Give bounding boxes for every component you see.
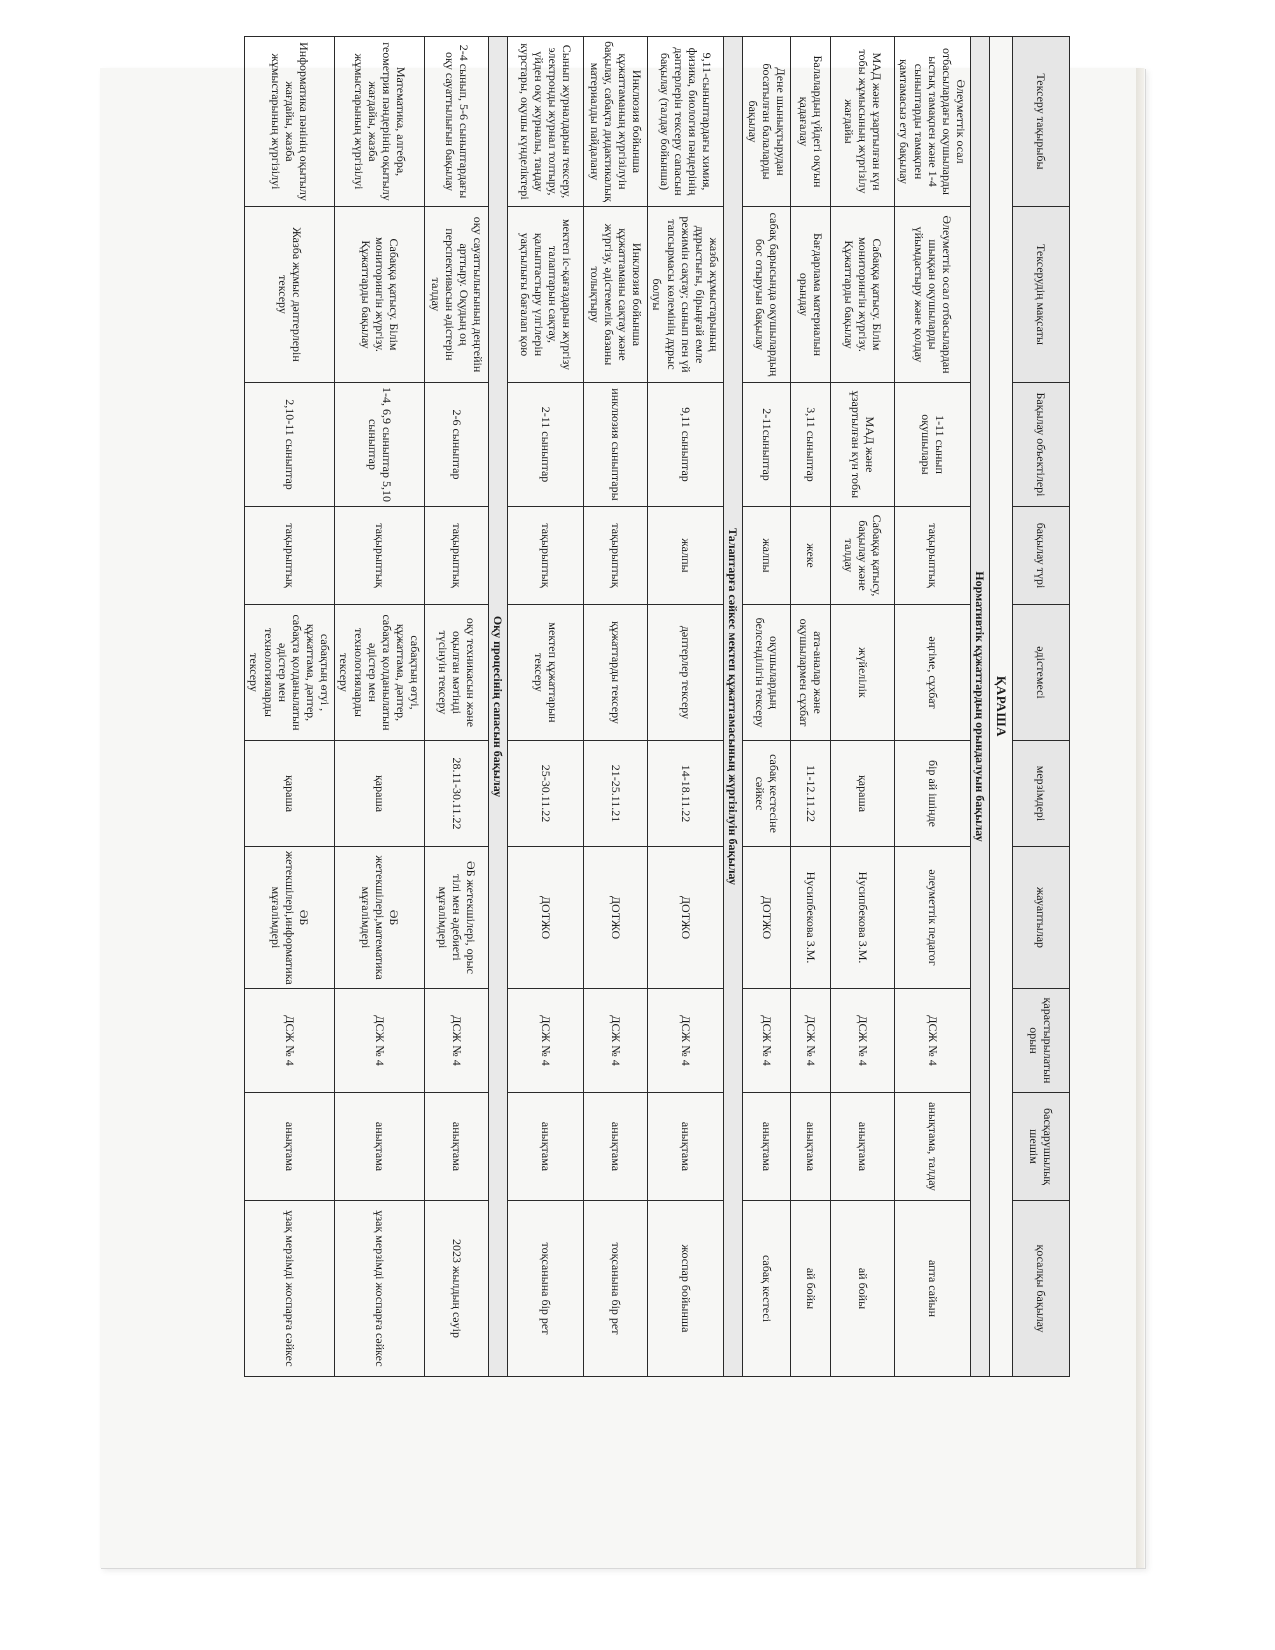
- cell-venue: ДСЖ № 4: [791, 989, 831, 1093]
- cell-dates: 21-25.11.21: [584, 741, 648, 847]
- table-row: [743, 37, 791, 1377]
- cell-venue: ДСЖ № 4: [425, 989, 489, 1093]
- cell-topic: Әлеуметтік осал отбасылардағы оқушыларды ыстық тамақпен және 1-4 сыныптарды тамақпен қамтамасыз ету бақылау: [895, 37, 971, 207]
- cell-topic: Сынып журналдарын тексеру, электронды журнал толтыру, үйден оқу журналы, таңдау курстары, оқушы күнделіктері: [508, 37, 584, 207]
- cell-purpose: Әлеуметтік осал отбасылардан шыққан оқушыларды үйымдастыру және қолдау: [895, 207, 971, 383]
- cell-venue: ДСЖ № 4: [508, 989, 584, 1093]
- cell-method: оқу техникасын және оқылған мәтінді түсінуін тексеру: [425, 605, 489, 741]
- cell-type: тақырыптық: [425, 507, 489, 605]
- table-row: [584, 37, 648, 1377]
- cell-responsible: Нусипбекова З.М.: [831, 847, 895, 989]
- col-header-method: әдістемесі: [1013, 605, 1070, 741]
- cell-type: тақырыптық: [508, 507, 584, 605]
- cell-decision: анықтама: [335, 1093, 425, 1201]
- cell-method: мектеп құжаттарын тексеру: [508, 605, 584, 741]
- rotated-table-wrapper: [247, 36, 1070, 1376]
- cell-decision: анықтама: [831, 1093, 895, 1201]
- cell-followup: тоқсанына бір рет: [584, 1201, 648, 1377]
- cell-venue: ДСЖ № 4: [831, 989, 895, 1093]
- cell-method: сабақтың өтуі, құжаттама, дәптер, сабақта қолданылатын әдістер мен технологияларды тексеру: [335, 605, 425, 741]
- table-row: [831, 37, 895, 1377]
- cell-venue: ДСЖ № 4: [245, 989, 335, 1093]
- cell-purpose: Сабаққа қатысу. Білім мониторингін жүргізу. Құжаттарды бақылау: [335, 207, 425, 383]
- section-title: Талаптарға сәйкес мектеп құжаттамасының жүргізілуін бақылау: [724, 37, 743, 1377]
- cell-type: Сабаққа қатысу, бақылау және талдау: [831, 507, 895, 605]
- cell-dates: қараша: [245, 741, 335, 847]
- cell-purpose: Инклюзия бойынша құжаттаманы сақтау және жүргізу, әдістемелік базаны толықтыру: [584, 207, 648, 383]
- cell-decision: анықтама: [743, 1093, 791, 1201]
- cell-responsible: ДОТЖО: [508, 847, 584, 989]
- cell-method: құжаттарды тексеру: [584, 605, 648, 741]
- cell-dates: 25-30.11.22: [508, 741, 584, 847]
- section-row: [724, 37, 743, 1377]
- cell-responsible: ДОТЖО: [648, 847, 724, 989]
- cell-purpose: Бағдарлама материалын орындау: [791, 207, 831, 383]
- cell-method: дәптерлер тексеру: [648, 605, 724, 741]
- month-title-row: [990, 37, 1013, 1377]
- cell-venue: ДСЖ № 4: [335, 989, 425, 1093]
- cell-followup: апта сайын: [895, 1201, 971, 1377]
- cell-decision: анықтама: [425, 1093, 489, 1201]
- cell-dates: бір ай ішінде: [895, 741, 971, 847]
- cell-followup: сабақ кестесі: [743, 1201, 791, 1377]
- cell-dates: сабақ кестесіне сәйкес: [743, 741, 791, 847]
- table-row: [508, 37, 584, 1377]
- cell-objects: 3,11 сыныптар: [791, 383, 831, 507]
- cell-type: тақырыптық: [245, 507, 335, 605]
- col-header-responsible: жауаптылар: [1013, 847, 1070, 989]
- cell-venue: ДСЖ № 4: [895, 989, 971, 1093]
- cell-dates: қараша: [831, 741, 895, 847]
- cell-venue: ДСЖ № 4: [648, 989, 724, 1093]
- cell-decision: анықтама, талдау: [895, 1093, 971, 1201]
- table-row: [425, 37, 489, 1377]
- cell-decision: анықтама: [245, 1093, 335, 1201]
- cell-dates: 28.11-30.11.22: [425, 741, 489, 847]
- col-header-followup: қосалқы бақылау: [1013, 1201, 1070, 1377]
- cell-responsible: ӘБ жетекшілері,математика мұғалімдері: [335, 847, 425, 989]
- cell-responsible: ДОТЖО: [584, 847, 648, 989]
- section-row: [489, 37, 508, 1377]
- cell-objects: инклюзия сыныптары: [584, 383, 648, 507]
- cell-type: тақырыптық: [584, 507, 648, 605]
- cell-responsible: әлеуметтік педагог: [895, 847, 971, 989]
- cell-method: оқушылардың белсенділігін тексеру: [743, 605, 791, 741]
- cell-type: жалпы: [743, 507, 791, 605]
- cell-objects: 1-4, 6,9 сыныптар 5,10 сыныптар: [335, 383, 425, 507]
- header-row: [1013, 37, 1070, 1377]
- page-edge: [1136, 68, 1144, 1568]
- cell-purpose: жазба жұмыстарының дұрыстығы, бірыңғай емле режимін сақтау; сынып пен үй тапсырмасы көлемінің дұрыс болуы: [648, 207, 724, 383]
- cell-method: ата-аналар және оқушылармен сұхбат: [791, 605, 831, 741]
- cell-purpose: оқу сауаттылығының деңгейін арттыру. Оқудың оң перспективасын әдістерін талдау: [425, 207, 489, 383]
- cell-objects: 2-11 сыныптар: [508, 383, 584, 507]
- cell-type: тақырыптық: [895, 507, 971, 605]
- cell-objects: 2-6 сыныптар: [425, 383, 489, 507]
- cell-dates: 11-12.11.22: [791, 741, 831, 847]
- cell-venue: ДСЖ № 4: [743, 989, 791, 1093]
- cell-decision: анықтама: [648, 1093, 724, 1201]
- cell-responsible: ӘБ жетекшілері, орыс тілі мен әдебиеті мұғалімдері: [425, 847, 489, 989]
- cell-dates: қараша: [335, 741, 425, 847]
- cell-purpose: Сабаққа қатысу. Білім мониторингін жүргізу. Құжаттарды бақылау: [831, 207, 895, 383]
- cell-topic: 2-4 сынып, 5-6 сыныптардағы оқу сауаттылығын бақылау: [425, 37, 489, 207]
- cell-dates: 14-18.11.22: [648, 741, 724, 847]
- cell-objects: 2-11сыныптар: [743, 383, 791, 507]
- col-header-dates: мерзімдері: [1013, 741, 1070, 847]
- cell-topic: МАД және ұзартылған күн тобы жұмысының жүргізілу жағдайы: [831, 37, 895, 207]
- col-header-purpose: Тексерудің мақсаты: [1013, 207, 1070, 383]
- cell-topic: 9,11-сыныптардағы химия, физика, биология пәндерінің дәптерлерін тексеру сапасын бақылау (талдау бойынша): [648, 37, 724, 207]
- month-title: ҚАРАША: [990, 37, 1013, 1377]
- cell-method: сабақтың өтуі , құжаттама, дәптер, сабақта қолданылатын әдістер мен технологияларды тексеру: [245, 605, 335, 741]
- table-row: [895, 37, 971, 1377]
- cell-followup: жоспар бойынша: [648, 1201, 724, 1377]
- cell-method: әңгіме, сұхбат: [895, 605, 971, 741]
- cell-objects: 1-11 сынып оқушылары: [895, 383, 971, 507]
- table-row: [335, 37, 425, 1377]
- cell-topic: Дене шынықтырудан босатылған балаларды бақылау: [743, 37, 791, 207]
- cell-purpose: сабақ барысында оқушылардың бос отыруын бақылау: [743, 207, 791, 383]
- cell-topic: Математика, алгебра, геометрия пәндерінің оқытылу жағдайы, жазба жұмыстарының жүргізілуі: [335, 37, 425, 207]
- cell-followup: ай бойы: [831, 1201, 895, 1377]
- cell-decision: анықтама: [791, 1093, 831, 1201]
- cell-objects: 2,10-11 сыныптар: [245, 383, 335, 507]
- cell-purpose: мектеп іс-қағаздарын жүргізу талаптарын сақтау, қалыптастыру үлгілерін уақтылығы бағалап қою: [508, 207, 584, 383]
- section-title: Оқу процесінің сапасын бақылау: [489, 37, 508, 1377]
- cell-followup: ұзақ мерзімді жоспарға сәйкес: [245, 1201, 335, 1377]
- table-row: [648, 37, 724, 1377]
- cell-topic: Балалардың үйдегі оқуын қадағалау: [791, 37, 831, 207]
- cell-objects: 9,11 сыныптар: [648, 383, 724, 507]
- control-plan-table: [244, 36, 1070, 1377]
- col-header-objects: Бақылау объектілері: [1013, 383, 1070, 507]
- col-header-venue: қарастырылатын орын: [1013, 989, 1070, 1093]
- cell-type: тақырыптық: [335, 507, 425, 605]
- cell-followup: ұзақ мерзімді жоспарға сәйкес: [335, 1201, 425, 1377]
- section-title: Нормативтік құжаттардың орындалуын бақылау: [971, 37, 990, 1377]
- cell-method: жүйелілік: [831, 605, 895, 741]
- section-row: [971, 37, 990, 1377]
- col-header-decision: басқарушылық шешім: [1013, 1093, 1070, 1201]
- cell-followup: ай бойы: [791, 1201, 831, 1377]
- cell-responsible: ӘБ жетекшілері,информатика мұғалімдері: [245, 847, 335, 989]
- cell-responsible: ДОТЖО: [743, 847, 791, 989]
- cell-decision: анықтама: [508, 1093, 584, 1201]
- col-header-topic: Тексеру тақырыбы: [1013, 37, 1070, 207]
- cell-type: жеке: [791, 507, 831, 605]
- cell-objects: МАД және ұзартылған күн тобы: [831, 383, 895, 507]
- table-row: [791, 37, 831, 1377]
- cell-responsible: Нусипбекова З.М.: [791, 847, 831, 989]
- cell-purpose: Жазба жұмыс дәптерлерін тексеру: [245, 207, 335, 383]
- cell-type: жалпы: [648, 507, 724, 605]
- cell-followup: тоқсанына бір рет: [508, 1201, 584, 1377]
- cell-topic: Инклюзия бойынша құжаттаманың жүргізілуін бақылау, сабақта дидактикалық материалды пайдалану: [584, 37, 648, 207]
- cell-topic: Информатика пәнінің оқытылу жағдайы, жазба жұмыстарының жүргізілуі: [245, 37, 335, 207]
- col-header-type: бақылау түрі: [1013, 507, 1070, 605]
- table-row: [245, 37, 335, 1377]
- cell-venue: ДСЖ № 4: [584, 989, 648, 1093]
- cell-followup: 2023 жылдың сәуір: [425, 1201, 489, 1377]
- cell-decision: анықтама: [584, 1093, 648, 1201]
